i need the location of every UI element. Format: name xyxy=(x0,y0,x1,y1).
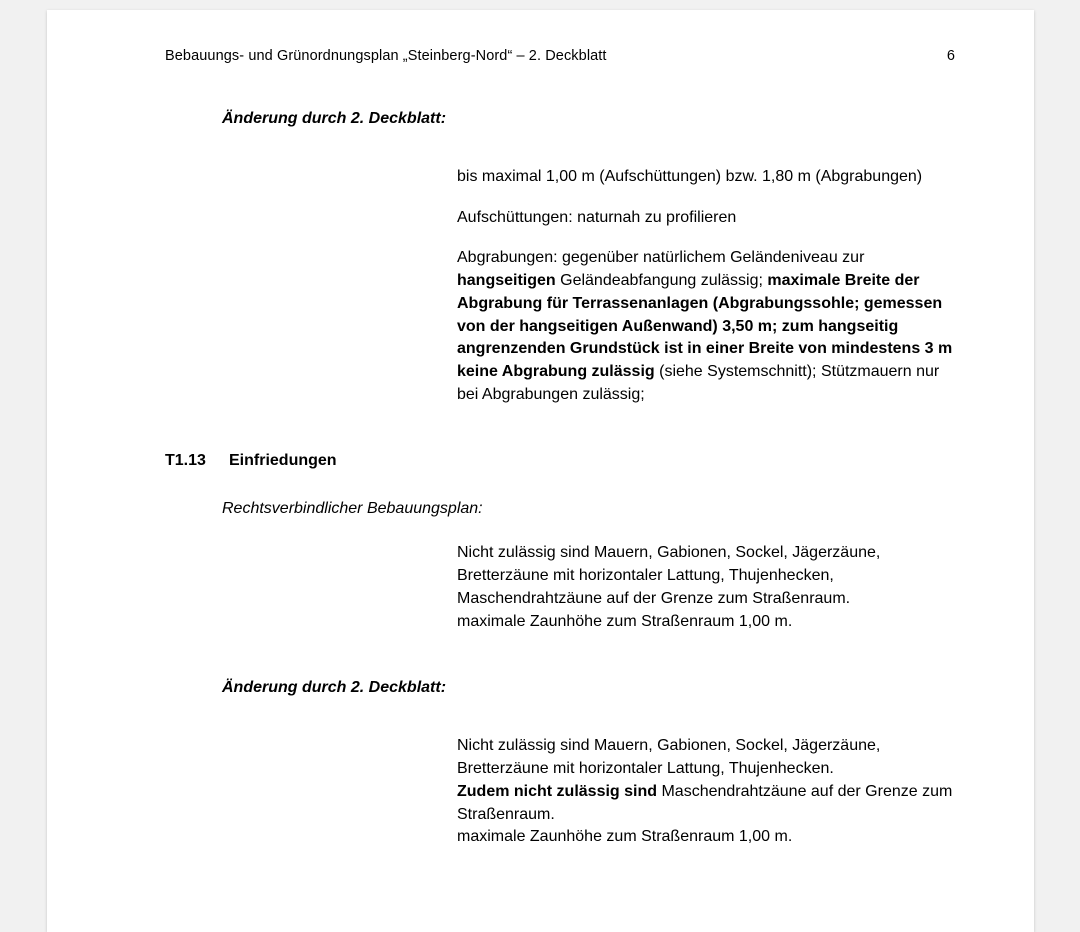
page-header xyxy=(165,48,955,64)
header-title: Bebauungs- und Grünordnungsplan „Steinberg-Nord“ – 2. Deckblatt xyxy=(165,48,607,64)
paragraph-4: Nicht zulässig sind Mauern, Gabionen, Sockel, Jägerzäune, Bretterzäune mit horizontaler Lattung, Thujenhecken, Maschendrahtzäune auf der Grenze zum Straßenraum. xyxy=(457,544,881,607)
change-heading-2: Änderung durch 2. Deckblatt: xyxy=(222,679,447,697)
paragraph-3-text-1: Abgrabungen: gegenüber natürlichem Geländeniveau zur xyxy=(457,249,865,267)
paragraph-2: Aufschüttungen: naturnah zu profilieren xyxy=(457,208,737,226)
paragraph-7-rest: Maschendrahtzäune auf der Grenze zum Straßenraum. xyxy=(457,782,953,823)
paragraph-3 xyxy=(457,247,965,406)
paragraph-8: maximale Zaunhöhe zum Straßenraum 1,00 m. xyxy=(457,828,793,846)
section-number: T1.13 xyxy=(165,452,206,470)
paragraph-7 xyxy=(457,781,965,826)
indent-block-2 xyxy=(457,542,965,633)
document-page xyxy=(47,10,1034,932)
indent-block-1 xyxy=(457,166,965,406)
paragraph-7-bold: Zudem nicht zulässig sind xyxy=(457,782,658,800)
paragraph-3-bold-2: maximale Breite der Abgrabung für Terrassenanlagen (Abgrabungssohle; gemessen von der hangseitigen Außenwand) 3,50 m; zum hangseitig angrenzenden Grundstück ist in einer Breite von mindestens 3 m keine Abgrabung zulässig xyxy=(457,272,953,381)
paragraph-1: bis maximal 1,00 m (Aufschüttungen) bzw. 1,80 m (Abgrabungen) xyxy=(457,168,923,185)
paragraph-3-bold-1: hangseitigen xyxy=(457,272,556,290)
indent-block-3 xyxy=(457,735,965,849)
rechtsverbindlicher-heading: Rechtsverbindlicher Bebauungsplan: xyxy=(222,500,483,518)
paragraph-3-text-2: Geländeabfangung zulässig; xyxy=(555,272,768,290)
section-title: Einfriedungen xyxy=(229,452,337,470)
section-heading-t113 xyxy=(165,452,965,470)
paragraph-5: maximale Zaunhöhe zum Straßenraum 1,00 m. xyxy=(457,612,793,630)
paragraph-6: Nicht zulässig sind Mauern, Gabionen, Sockel, Jägerzäune, Bretterzäune mit horizontaler Lattung, Thujenhecken. xyxy=(457,737,881,778)
document-body xyxy=(165,110,965,849)
change-heading-1: Änderung durch 2. Deckblatt: xyxy=(222,110,447,127)
header-page-number: 6 xyxy=(946,48,955,64)
paragraph-3-text-3: (siehe Systemschnitt); Stützmauern nur bei Abgrabungen zulässig; xyxy=(457,363,940,403)
